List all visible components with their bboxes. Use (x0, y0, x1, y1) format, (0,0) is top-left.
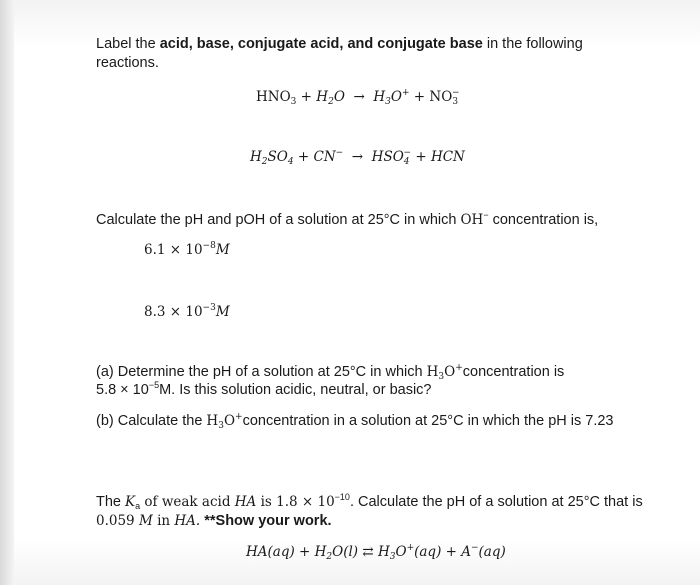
text: in (152, 513, 175, 529)
no3: NO (429, 89, 453, 105)
sub: 4 (403, 157, 410, 167)
sup: − (403, 148, 412, 158)
text: 0.059 (96, 513, 139, 529)
q2-instructions (96, 211, 598, 230)
cn: CN (313, 149, 336, 165)
ha: HA (234, 494, 257, 510)
sub: 3 (290, 97, 297, 107)
exp: −5 (148, 380, 160, 390)
q3b-line: (b) Calculate the $H_3O^+concentration$ in a solution at 25°C in which the pH is 7.23 (96, 412, 614, 431)
q2-value-2 (144, 303, 230, 323)
q3b-text: (b) Calculate the (96, 413, 207, 429)
arrow: → (343, 149, 372, 165)
h2o: H (316, 89, 329, 105)
q4-line2 (96, 512, 332, 530)
show-work: **Show your work. (200, 513, 332, 529)
o: O (390, 89, 402, 105)
m: M (138, 513, 153, 529)
exp: −8 (202, 241, 216, 251)
plus: + (296, 89, 317, 105)
sub: 2 (328, 97, 334, 107)
eq-part: O(l) ⇄ H (332, 544, 390, 560)
reaction-2 (250, 148, 465, 168)
q2-value-1 (144, 241, 230, 261)
q3a-text-end: concentration is (462, 364, 565, 380)
ka: K (125, 494, 136, 510)
sup: + (401, 88, 410, 98)
q2-text: Calculate the pH and pOH of a solution at 25°C in which (96, 212, 461, 228)
q2-text-end: concentration is, (488, 212, 599, 228)
base: 5.8 × 10 (96, 382, 149, 398)
q3a-line1: (a) Determine the pH of a solution at 25°C in which $H_3O^+concentration$ is (96, 363, 565, 382)
eq-part: (aq) (478, 544, 506, 560)
sub: 2 (261, 157, 268, 167)
sub: 3 (218, 421, 224, 431)
ha: HA. (174, 513, 201, 529)
sup: + (235, 412, 243, 422)
exp: −10 (334, 492, 350, 502)
text: is 1.8 × 10 (256, 494, 335, 510)
eq-part: HA(aq) + H (246, 544, 327, 560)
sub: 2 (326, 552, 333, 562)
base: 8.3 × 10 (144, 304, 203, 320)
sub: 3 (452, 97, 459, 107)
sup: + (455, 363, 463, 373)
page-edge-shadow (0, 0, 14, 585)
sub: 3 (438, 372, 445, 382)
unit: M (215, 304, 230, 320)
q3a-line2 (96, 381, 431, 400)
hso4: HSO (371, 149, 404, 165)
so: SO (267, 149, 288, 165)
base: 6.1 × 10 (144, 242, 203, 258)
oh: OH (460, 212, 484, 228)
sub: 4 (287, 157, 294, 167)
sub: 3 (385, 97, 391, 107)
plus: + (293, 149, 314, 165)
text: of weak acid (140, 494, 235, 510)
q1-bold-terms: acid, base, conjugate acid, and conjugate base (159, 36, 483, 52)
eq-part: O (395, 544, 407, 560)
reaction-1 (256, 88, 460, 108)
sup: + (406, 543, 415, 553)
eq-part: (aq) + A (414, 544, 471, 560)
q1-instructions-line1 (96, 35, 583, 53)
plus: + (409, 89, 430, 105)
q3b-text-end: concentration in a solution at 25°C in which the pH is 7.23 (242, 413, 614, 429)
q1-text: Label the (96, 36, 160, 52)
sup: − (452, 88, 460, 98)
h: H (250, 149, 262, 165)
q4-line1 (96, 493, 643, 512)
text: The (96, 494, 126, 510)
q1-instructions-line2: reactions. (96, 55, 159, 71)
arrow: → (344, 89, 374, 105)
text: . Calculate the pH of a solution at 25°C that is (349, 494, 643, 510)
q3a-text: (a) Determine the pH of a solution at 25°C in which (96, 364, 427, 380)
hno3: HNO (256, 89, 291, 105)
o: O (333, 89, 345, 105)
h3o: H (373, 89, 386, 105)
unit: M (215, 242, 230, 258)
plus: + (411, 149, 431, 165)
exp: −3 (202, 303, 216, 313)
sub: a (135, 501, 141, 511)
hcn: HCN (430, 149, 465, 165)
sup: − (483, 210, 489, 220)
q4-equation (246, 543, 506, 563)
sub: 3 (389, 552, 396, 562)
sup: − (335, 148, 344, 158)
q3a-text-end2: M. Is this solution acidic, neutral, or basic? (159, 382, 432, 398)
sup: − (470, 543, 479, 553)
q1-text-end: in the following (482, 36, 583, 52)
